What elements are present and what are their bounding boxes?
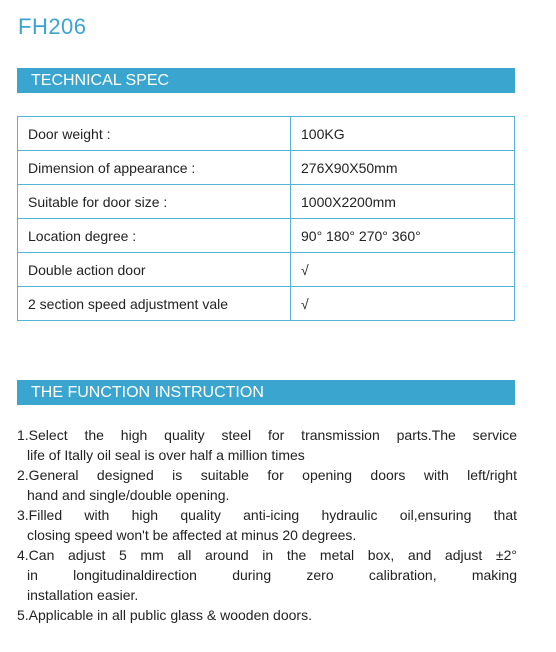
table-row: [18, 151, 515, 185]
instruction-line: 2.General designed is suitable for opening doors with left/right: [17, 467, 517, 483]
spec-label: Suitable for door size :: [18, 185, 291, 219]
instruction-line: 5.Applicable in all public glass & wooden doors.: [17, 607, 312, 623]
table-row: [18, 287, 515, 321]
spec-value-check: √: [291, 287, 515, 321]
instruction-line: life of Itally oil seal is over half a million times: [27, 447, 305, 463]
list-item: [17, 505, 517, 545]
list-item: [17, 465, 517, 505]
instruction-line: closing speed won't be affected at minus 20 degrees.: [27, 527, 357, 543]
spec-value: 1000X2200mm: [291, 185, 515, 219]
spec-label: Location degree :: [18, 219, 291, 253]
table-row: [18, 185, 515, 219]
spec-value: 90° 180° 270° 360°: [291, 219, 515, 253]
spec-label: 2 section speed adjustment vale: [18, 287, 291, 321]
instruction-line: 1.Select the high quality steel for transmission parts.The service: [17, 427, 517, 443]
technical-spec-header: TECHNICAL SPEC: [17, 68, 515, 93]
spec-value-check: √: [291, 253, 515, 287]
instruction-line: hand and single/double opening.: [27, 487, 230, 503]
spec-label: Double action door: [18, 253, 291, 287]
list-item: [17, 425, 517, 465]
instruction-line: 3.Filled with high quality anti-icing hydraulic oil,ensuring that: [17, 507, 517, 523]
table-row: [18, 219, 515, 253]
list-item: [17, 605, 517, 625]
instruction-line: installation easier.: [27, 587, 139, 603]
instruction-line: in longitudinaldirection during zero calibration, making: [27, 567, 517, 583]
table-row: [18, 117, 515, 151]
table-row: [18, 253, 515, 287]
spec-table: [17, 116, 515, 321]
model-title: FH206: [18, 14, 87, 39]
instruction-line: 4.Can adjust 5 mm all around in the metal box, and adjust ±2°: [17, 547, 517, 563]
spec-value: 276X90X50mm: [291, 151, 515, 185]
spec-label: Dimension of appearance :: [18, 151, 291, 185]
spec-label: Door weight :: [18, 117, 291, 151]
list-item: [17, 545, 517, 605]
instruction-list: [17, 425, 517, 625]
spec-value: 100KG: [291, 117, 515, 151]
function-instruction-header: THE FUNCTION INSTRUCTION: [17, 380, 515, 405]
